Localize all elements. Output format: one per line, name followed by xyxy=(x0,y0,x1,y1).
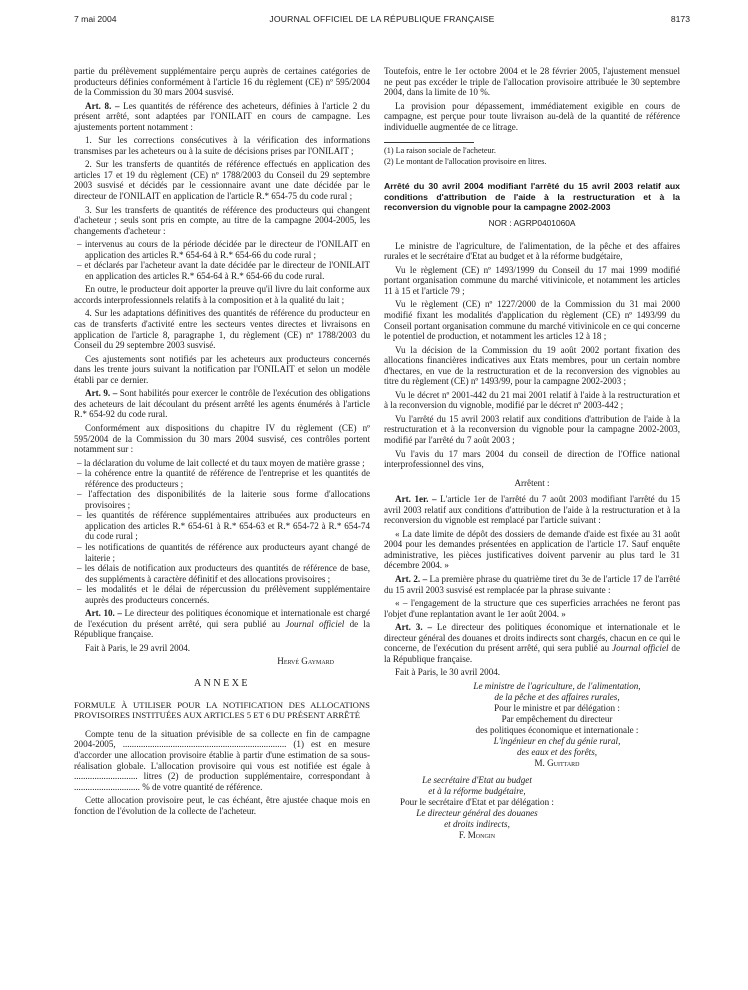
sig-name: M. Guittard xyxy=(534,757,580,768)
list-item: – intervenus au cours de la période décidée par le directeur de l'ONILAIT en application des articles R.* 654-64 à R.* 654-66 du code rural ; xyxy=(74,239,370,260)
quotation: « La date limite de dépôt des dossiers de demande d'aide est fixée au 31 août 2004 pour les demandes présentées en application de l'article 17. Sauf enquête administrative, les pièces justificatives doivent parvenir au plus tard le 31 décembre 2004. » xyxy=(384,528,680,571)
signing-date: Fait à Paris, le 29 avril 2004. xyxy=(85,642,191,653)
sig-line: Pour le ministre et par délégation : xyxy=(494,702,620,713)
paragraph: Vu le règlement (CE) nº 1493/1999 du Conseil du 17 mai 1999 modifié portant organisation commune du marché vitivinicole, et notamment les articles 11 à 15 et l'article 79 ; xyxy=(384,264,680,296)
page-header xyxy=(74,14,690,28)
sig-line: Le directeur général des douanes xyxy=(416,807,538,818)
sig-line: et à la réforme budgétaire, xyxy=(428,785,526,796)
sig-line: Le secrétaire d'Etat au budget xyxy=(422,774,532,785)
list-item: – les notifications de quantités de référence aux producteurs ayant changé de laiterie ; xyxy=(74,542,370,563)
article-label: Art. 8. – xyxy=(85,100,120,111)
paragraph: Conformément aux dispositions du chapitre IV du règlement (CE) nº 595/2004 de la Commission du 30 mars 2004 susvisé, ces contrôles portent notamment sur : xyxy=(74,422,370,455)
article-3 xyxy=(384,622,680,664)
article-label: Art. 3. – xyxy=(395,622,433,633)
paragraph: Cette allocation provisoire peut, le cas échéant, être ajustée chaque mois en fonction de l'évolution de la collecte de l'acheteur. xyxy=(74,795,370,816)
paragraph: Toutefois, entre le 1er octobre 2004 et le 28 février 2005, l'ajustement mensuel ne peut pas excéder le triple de l'allocation provisoire attribuée le 30 septembre 2004, dans la limite de 10 %. xyxy=(384,66,680,98)
paragraph: 3. Sur les transferts de quantités de référence des producteurs qui changent d'acheteur ; seuls sont pris en compte, au titre de la campagne 2004-2005, les changements d'acheteur : xyxy=(74,204,370,236)
article-text: de la République française. xyxy=(384,643,680,664)
list-item: – les délais de notification aux producteurs des quantités de référence de base, des suppléments à caractère définitif et des allocations provisoires ; xyxy=(74,563,370,584)
sig-line: et droits indirects, xyxy=(444,818,510,829)
paragraph: partie du prélèvement supplémentaire perçu auprès de certaines catégories de producteurs définies conformément à l'article 16 du règlement (CE) nº 595/2004 de la Commission du 30 mars 2004 susvisé. xyxy=(74,66,370,98)
sig-line: Pour le secrétaire d'Etat et par délégation : xyxy=(400,796,554,807)
list-item: – et déclarés par l'acheteur avant la date décidée par le directeur de l'ONILAIT en application des articles R.* 654-64 à R.* 654-66 du code rural. xyxy=(74,260,370,281)
article-1 xyxy=(384,494,680,526)
signing-date: Fait à Paris, le 30 avril 2004. xyxy=(395,667,501,678)
paragraph: Vu le règlement (CE) nº 1227/2000 de la Commission du 31 mai 2000 modifié fixant les modalités d'application du règlement (CE) nº 1493/99 du Conseil portant organisation commune du marché vitivinicole en ce qui concerne le potentiel de production, et notamment les articles 12 à 18 ; xyxy=(384,299,680,342)
footnote: (2) Le montant de l'allocation provisoire en litres. xyxy=(384,157,547,167)
annexe-heading: ANNEXE xyxy=(193,677,251,689)
paragraph: 2. Sur les transferts de quantités de référence effectués en application des articles 17 et 19 du règlement (CE) nº 1788/2003 du Conseil du 29 septembre 2003 susvisé et décidés par le cessionnaire avant une date décidée par le directeur de l'ONILAIT en application de l'article R.* 654-75 du code rural ; xyxy=(74,159,370,202)
header-date: 7 mai 2004 xyxy=(74,14,117,24)
quotation: « – l'engagement de la structure que ces superficies arrachées ne feront pas l'objet d'une replantation avant le 1er août 2004. » xyxy=(384,598,680,619)
article-text: Les quantités de référence des acheteurs, définies à l'article 2 du présent arrêté, sont adaptées par l'ONILAIT en cours de campagne. Les ajustements portent notamment : xyxy=(74,100,370,132)
sig-line: des politiques économique et internationale : xyxy=(475,724,639,735)
article-9 xyxy=(74,388,370,420)
sig-line: de la pêche et des affaires rurales, xyxy=(494,691,620,702)
journal-title: JOURNAL OFFICIEL DE LA RÉPUBLIQUE FRANÇAISE xyxy=(269,14,495,24)
list-item: – l'affectation des disponibilités de la laiterie sous forme d'allocations provisoires ; xyxy=(74,489,370,510)
sig-name: F. Mongin xyxy=(458,829,496,840)
article-text: Le directeur des politiques économique et internationale et le directeur général des douanes et droits indirects sont chargés, chacun en ce qui le concerne, de l'exécution du présent arrêté, qui sera publié au xyxy=(384,622,680,654)
list-item: – la déclaration du volume de lait collecté et du taux moyen de matière grasse ; xyxy=(74,458,370,469)
decree-title: Arrêté du 30 avril 2004 modifiant l'arrêté du 15 avril 2003 relatif aux conditions d'attribution de l'aide à la restructuration et à la reconversion du vignoble pour la campagne 2002-2003 xyxy=(384,181,680,212)
sig-line: Le ministre de l'agriculture, de l'alimentation, xyxy=(473,680,641,691)
paragraph: Compte tenu de la situation prévisible de sa collecte en fin de campagne 2004-2005, ........................................................................ (1) est en mesure d'accorder une allocation provisoire établie à partir d'une estimation de sa sous-réalisation globale. L'allocation provisoire qui vous est notifiée est égale à ............................ litres (2) de production supplémentaire, correspondant à ............................. % de votre quantité de référence. xyxy=(74,728,370,792)
signature-block-budget xyxy=(384,775,570,841)
article-label: Art. 9. – xyxy=(85,388,118,399)
article-label: Art. 10. – xyxy=(85,608,122,619)
right-column xyxy=(384,66,680,841)
list-item: – les modalités et le délai de répercussion du prélèvement supplémentaire auprès des producteurs concernés. xyxy=(74,584,370,605)
paragraph: Vu l'avis du 17 mars 2004 du conseil de direction de l'Office national interprofessionnel des vins, xyxy=(384,448,680,470)
journal-officiel: Journal officiel xyxy=(612,643,669,654)
paragraph: Le ministre de l'agriculture, de l'alimentation, de la pêche et des affaires rurales et le secrétaire d'Etat au budget et à la réforme budgétaire, xyxy=(384,240,680,262)
footnote-divider xyxy=(384,142,474,143)
dash-list xyxy=(74,458,370,606)
left-column xyxy=(74,66,370,819)
article-label: Art. 2. – xyxy=(395,574,428,585)
article-label: Art. 1er. – xyxy=(395,494,437,505)
article-text: Sont habilités pour exercer le contrôle de l'exécution des obligations des acheteurs de lait découlant du présent arrêté les agents énumérés à l'article R.* 654-92 du code rural. xyxy=(74,388,370,420)
article-text: Le directeur des politiques économique et internationale est chargé de l'exécution du présent arrêté, qui sera publié au xyxy=(74,608,370,629)
article-10 xyxy=(74,608,370,640)
signature-block-minister xyxy=(434,681,680,769)
paragraph: 1. Sur les corrections consécutives à la vérification des informations transmises par les acheteurs ou à la suite de décisions prises par l'ONILAIT ; xyxy=(74,135,370,156)
arretent-heading: Arrêtent : xyxy=(514,477,550,488)
list-item: – la cohérence entre la quantité de référence de l'entreprise et les quantités de référence des producteurs ; xyxy=(74,468,370,489)
article-text: de la République française. xyxy=(74,618,370,640)
sig-line: L'ingénieur en chef du génie rural, xyxy=(493,735,621,746)
paragraph: Vu la décision de la Commission du 19 août 2002 portant fixation des allocations financières indicatives aux Etats membres, pour un certain nombre d'hectares, en vue de la restructuration et de la reconversion des vignobles au titre du règlement (CE) nº 1493/99, pour la campagne 2002-2003 ; xyxy=(384,344,680,387)
paragraph: Vu l'arrêté du 15 avril 2003 relatif aux conditions d'attribution de l'aide à la restructuration et à la reconversion du vignoble pour la campagne 2002-2003, modifié par l'arrêté du 7 août 2003 ; xyxy=(384,413,680,446)
sig-line: des eaux et des forêts, xyxy=(516,746,598,757)
article-text: La première phrase du quatrième tiret du 3e de l'article 17 de l'arrêté du 15 avril 2003 susvisé est remplacée par la phrase suivante : xyxy=(384,574,680,595)
paragraph: En outre, le producteur doit apporter la preuve qu'il livre du lait conforme aux accords interprofessionnels relatifs à la composition et à la qualité du lait ; xyxy=(74,284,370,305)
paragraph: La provision pour dépassement, immédiatement exigible en cours de campagne, est perçue pour toute livraison au-delà de la quantité de référence individuelle augmentée de ce litrage. xyxy=(384,100,680,132)
dash-list xyxy=(74,239,370,281)
footnote: (1) La raison sociale de l'acheteur. xyxy=(384,146,496,156)
page-number: 8173 xyxy=(670,14,690,24)
article-2 xyxy=(384,574,680,595)
nor-reference: NOR : AGRP0401060A xyxy=(488,218,576,229)
list-item: – les quantités de référence supplémentaires attribuées aux producteurs en application des articles R.* 654-61 à R.* 654-63 et R.* 654-72 à R.* 654-74 du code rural ; xyxy=(74,510,370,542)
signatory: Hervé Gaymard xyxy=(277,656,334,667)
article-text: L'article 1er de l'arrêté du 7 août 2003 modifiant l'arrêté du 15 avril 2003 relatif aux conditions d'attribution de l'aide à la restructuration et à la reconversion du vignoble est remplacé par l'article suivant : xyxy=(384,494,680,526)
paragraph: 4. Sur les adaptations définitives des quantités de référence du producteur en cas de transferts d'activité entre les secteurs ventes directes et livraisons en application de l'article 8, paragraphe 1, du règlement (CE) nº 1788/2003 du Conseil du 29 septembre 2003 susvisé. xyxy=(74,308,370,351)
paragraph: Ces ajustements sont notifiés par les acheteurs aux producteurs concernés dans les trente jours suivant la notification par l'ONILAIT et selon un modèle établi par ce dernier. xyxy=(74,353,370,385)
journal-officiel: Journal officiel xyxy=(285,618,345,629)
paragraph: Vu le décret nº 2001-442 du 21 mai 2001 relatif à l'aide à la restructuration et à la reconversion du vignoble, modifié par le décret nº 2003-442 ; xyxy=(384,389,680,411)
article-8 xyxy=(74,101,370,133)
annexe-title: FORMULE À UTILISER POUR LA NOTIFICATION DES ALLOCATIONS PROVISOIRES INSTITUÉES AUX ARTICLES 5 ET 6 DU PRÉSENT ARRÊTÉ xyxy=(74,699,370,720)
sig-line: Par empêchement du directeur xyxy=(501,713,613,724)
